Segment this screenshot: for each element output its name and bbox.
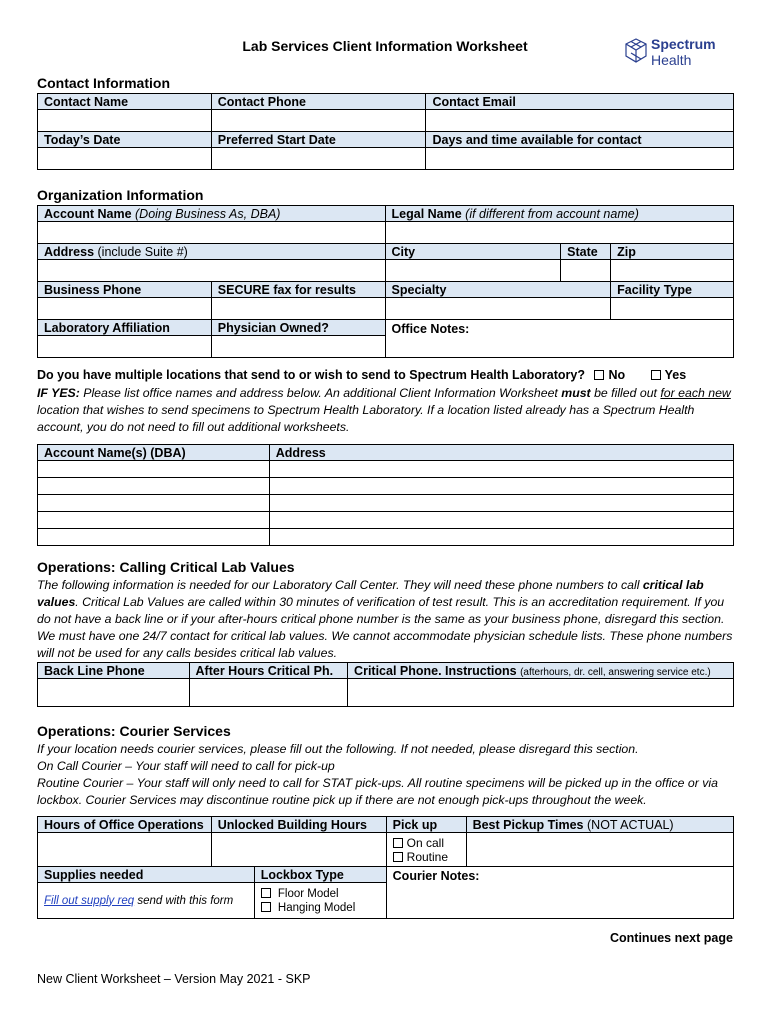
critical-instructions: The following information is needed for our Laboratory Call Center. They will need these phone numbers to call critical lab values. Critical Lab Values are called within 30 minutes of verification of test result. This is an accreditation requirement. If you do not have a back line or if your after-hours critical phone number is the same as your business phone, disregard this section. We must have one 24/7 contact for critical lab values. We cannot accommodate physician schedule lists. These phone numbers will not be used for any calls besides critical lab values.: [37, 578, 733, 660]
critical-table: [37, 662, 734, 707]
office-notes-label: Office Notes:: [391, 322, 470, 336]
yes-label: Yes: [664, 368, 687, 382]
pickup-options: [386, 833, 466, 867]
hanging-model-checkbox[interactable]: [261, 902, 271, 912]
legal-name-label: Legal Name (if different from account name): [385, 206, 733, 222]
unlocked-hours-field[interactable]: [211, 833, 386, 867]
oncall-label: On call: [406, 835, 445, 850]
location-account-field[interactable]: [38, 495, 270, 512]
start-date-field[interactable]: [211, 148, 426, 170]
routine-label: Routine: [406, 849, 449, 864]
courier-instructions: If your location needs courier services, please fill out the following. If not needed, please disregard this section. On Call Courier – Your staff will need to call for pick-up Routine Courier – Your staff will only need to call for STAT pick-ups. All routine specimens will be picked up in the office or via lockbox. Courier Services may discontinue routine pick up if there are not enough pick-ups throughout the week.: [37, 742, 718, 807]
location-address-field[interactable]: [269, 461, 733, 478]
zip-field[interactable]: [611, 260, 734, 282]
org-table: [37, 205, 734, 358]
supplies-label: Supplies needed: [38, 867, 255, 883]
state-label: State: [561, 244, 611, 260]
lab-affiliation-label: Laboratory Affiliation: [38, 320, 212, 336]
best-pickup-field[interactable]: [466, 833, 733, 867]
hanging-model-label: Hanging Model: [277, 901, 356, 914]
spectrum-health-logo: [623, 36, 733, 72]
courier-notes-label: Courier Notes:: [392, 869, 480, 883]
contact-email-field[interactable]: [426, 110, 734, 132]
unlocked-hours-label: Unlocked Building Hours: [211, 817, 386, 833]
state-field[interactable]: [561, 260, 611, 282]
courier-table: [37, 816, 734, 919]
account-name-label: Account Name (Doing Business As, DBA): [38, 206, 386, 222]
org-heading: Organization Information: [37, 187, 204, 203]
days-available-label: Days and time available for contact: [426, 132, 734, 148]
account-name-field[interactable]: [38, 222, 386, 244]
secure-fax-field[interactable]: [211, 298, 385, 320]
start-date-label: Preferred Start Date: [211, 132, 426, 148]
back-line-field[interactable]: [38, 679, 190, 707]
office-hours-field[interactable]: [38, 833, 212, 867]
city-label: City: [385, 244, 561, 260]
back-line-label: Back Line Phone: [38, 663, 190, 679]
legal-name-field[interactable]: [385, 222, 733, 244]
specialty-field[interactable]: [385, 298, 611, 320]
location-account-field[interactable]: [38, 478, 270, 495]
contact-name-field[interactable]: [38, 110, 212, 132]
office-hours-label: Hours of Office Operations: [38, 817, 212, 833]
location-account-field[interactable]: [38, 461, 270, 478]
secure-fax-label: SECURE fax for results: [211, 282, 385, 298]
address-label: Address (include Suite #): [38, 244, 386, 260]
courier-notes-field[interactable]: [386, 867, 733, 919]
zip-label: Zip: [611, 244, 734, 260]
pickup-label: Pick up: [386, 817, 466, 833]
page-title: Lab Services Client Information Worksheet: [242, 38, 528, 54]
contact-table: [37, 93, 734, 170]
location-address-field[interactable]: [269, 529, 733, 546]
after-hours-label: After Hours Critical Ph.: [189, 663, 348, 679]
critical-instructions-field[interactable]: [348, 679, 734, 707]
facility-type-label: Facility Type: [611, 282, 734, 298]
physician-owned-label: Physician Owned?: [211, 320, 385, 336]
contact-phone-label: Contact Phone: [211, 94, 426, 110]
contact-name-label: Contact Name: [38, 94, 212, 110]
critical-heading: Operations: Calling Critical Lab Values: [37, 559, 295, 575]
contact-phone-field[interactable]: [211, 110, 426, 132]
floor-model-label: Floor Model: [277, 887, 339, 900]
continues-next-page: Continues next page: [610, 931, 733, 945]
lab-affiliation-field[interactable]: [38, 336, 212, 358]
location-address-field[interactable]: [269, 495, 733, 512]
multi-location-question: Do you have multiple locations that send to or wish to send to Spectrum Health Laboratory? No Yes: [37, 368, 687, 382]
office-notes-field[interactable]: [385, 320, 733, 358]
account-names-header: Account Name(s) (DBA): [38, 445, 270, 461]
multi-location-instructions: IF YES: Please list office names and address below. An additional Client Information Worksheet must be filled out for each new location that wishes to send specimens to Spectrum Health Laboratory. If a location listed already has a Spectrum Health account, you do not need to fill out additional worksheets.: [37, 386, 731, 434]
facility-type-field[interactable]: [611, 298, 734, 320]
contact-heading: Contact Information: [37, 75, 170, 91]
business-phone-label: Business Phone: [38, 282, 212, 298]
todays-date-field[interactable]: [38, 148, 212, 170]
city-field[interactable]: [385, 260, 561, 282]
location-address-field[interactable]: [269, 478, 733, 495]
yes-checkbox[interactable]: [651, 370, 661, 380]
oncall-checkbox[interactable]: [393, 838, 403, 848]
no-checkbox[interactable]: [594, 370, 604, 380]
best-pickup-label: Best Pickup Times (NOT ACTUAL): [466, 817, 733, 833]
locations-table: [37, 444, 734, 546]
physician-owned-field[interactable]: [211, 336, 385, 358]
business-phone-field[interactable]: [38, 298, 212, 320]
lockbox-label: Lockbox Type: [254, 867, 386, 883]
logo-text-health: Health: [651, 52, 692, 68]
after-hours-field[interactable]: [189, 679, 348, 707]
address-header: Address: [269, 445, 733, 461]
lockbox-options: [254, 883, 386, 919]
location-address-field[interactable]: [269, 512, 733, 529]
address-field[interactable]: [38, 260, 386, 282]
logo-icon: [623, 36, 649, 66]
days-available-field[interactable]: [426, 148, 734, 170]
supply-req-cell: Fill out supply req send with this form: [38, 883, 255, 919]
logo-text-spectrum: Spectrum: [651, 36, 716, 52]
specialty-label: Specialty: [385, 282, 611, 298]
floor-model-checkbox[interactable]: [261, 888, 271, 898]
location-account-field[interactable]: [38, 529, 270, 546]
location-account-field[interactable]: [38, 512, 270, 529]
courier-heading: Operations: Courier Services: [37, 723, 231, 739]
routine-checkbox[interactable]: [393, 852, 403, 862]
supply-req-link[interactable]: Fill out supply req: [44, 894, 135, 907]
contact-email-label: Contact Email: [426, 94, 734, 110]
todays-date-label: Today’s Date: [38, 132, 212, 148]
footer-version: New Client Worksheet – Version May 2021 - SKP: [37, 972, 311, 986]
critical-instructions-label: Critical Phone. Instructions (afterhours, dr. cell, answering service etc.): [348, 663, 734, 679]
no-label: No: [608, 368, 626, 382]
